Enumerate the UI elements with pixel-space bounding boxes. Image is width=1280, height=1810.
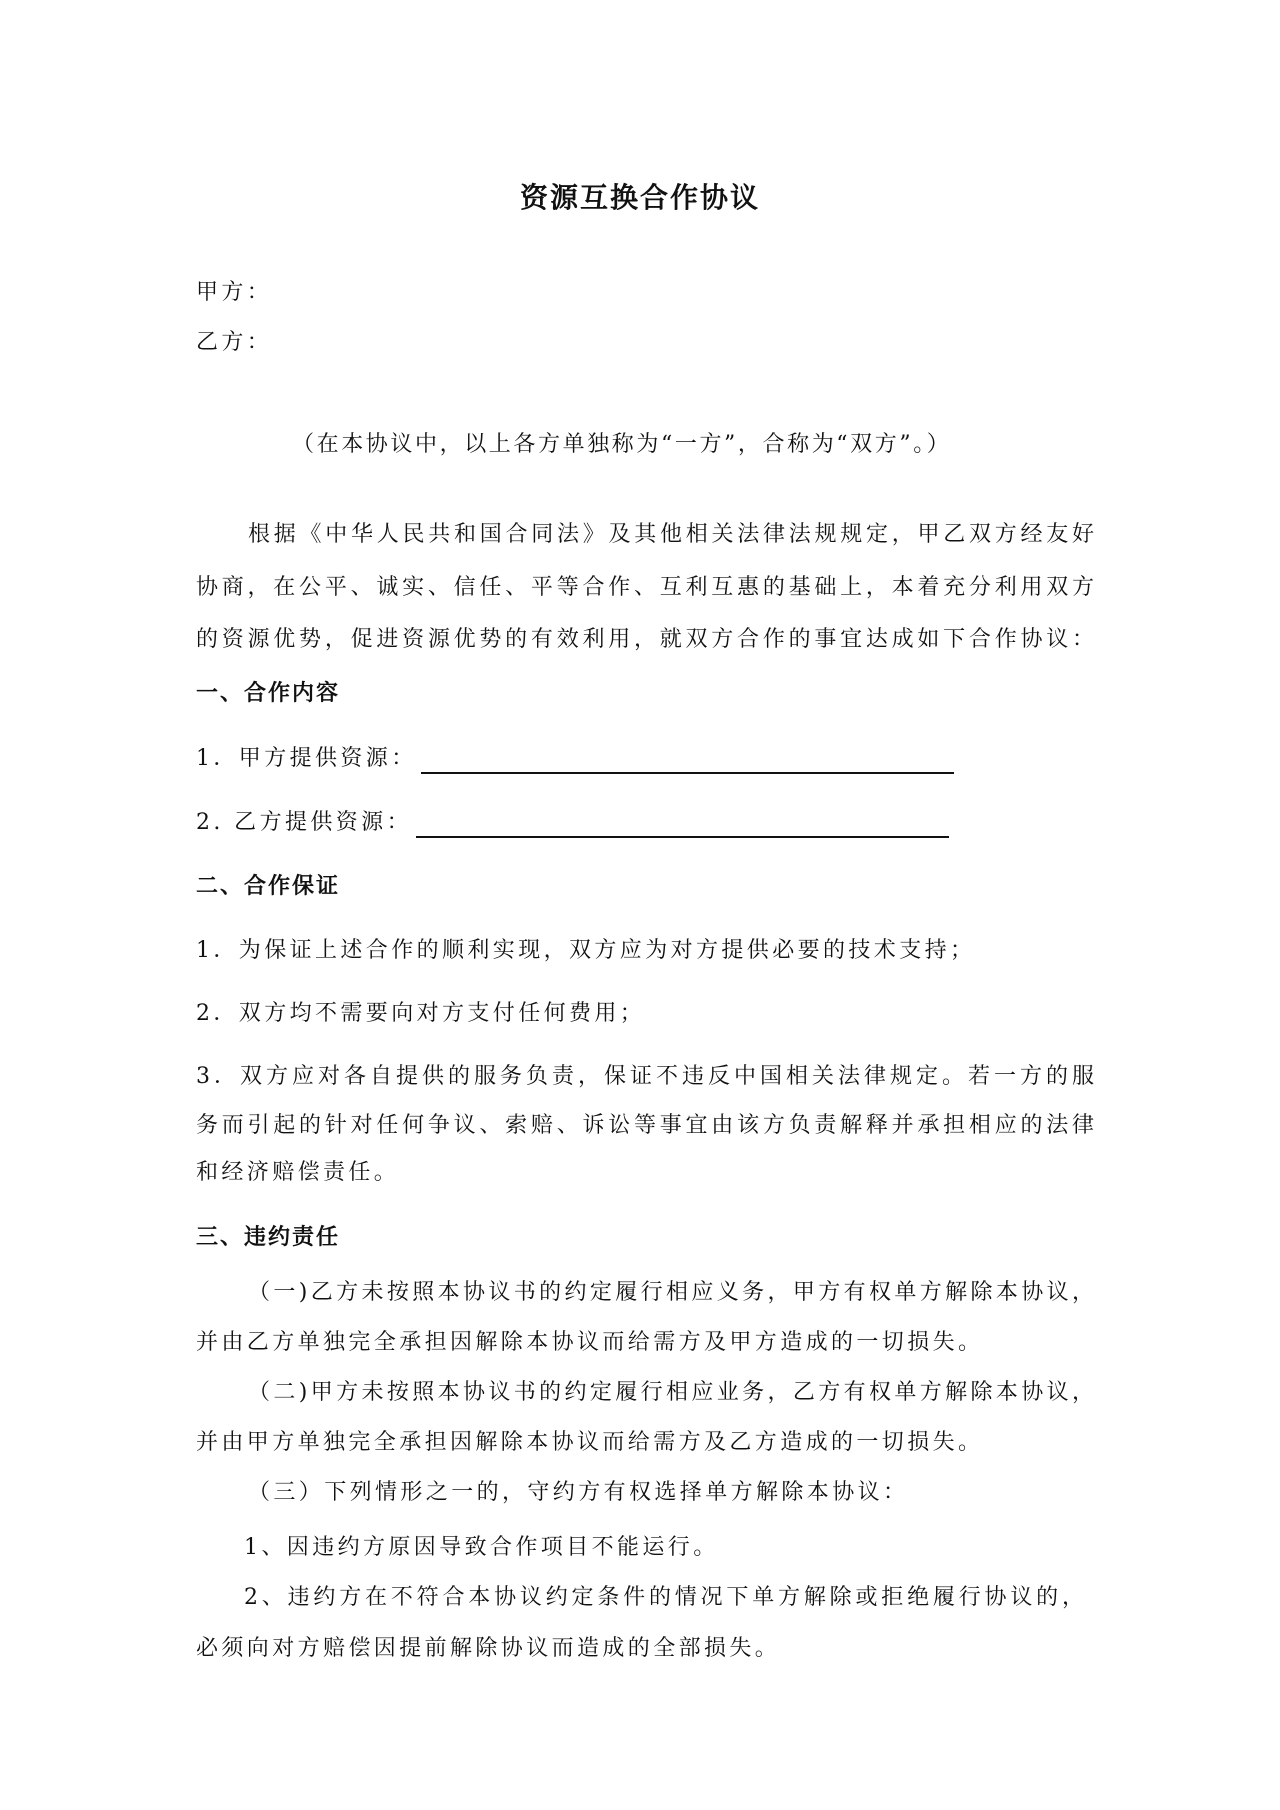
clause-line: 1．为保证上述合作的顺利实现，双方应为对方提供必要的技术支持； — [196, 938, 976, 963]
clause-line: （三）下列情形之一的，守约方有权选择单方解除本协议： — [248, 1480, 909, 1505]
clause-line: 必须向对方赔偿因提前解除协议而造成的全部损失。 — [196, 1636, 781, 1661]
clause-line: 2．双方均不需要向对方支付任何费用； — [196, 1001, 646, 1026]
party-a-label: 甲方： — [196, 280, 273, 305]
intro-line: 根据《中华人民共和国合同法》及其他相关法律法规规定，甲乙双方经友好 — [248, 522, 1094, 547]
intro-line: 协商，在公平、诚实、信任、平等合作、互利互惠的基础上，本着充分利用双方 — [196, 575, 1094, 600]
section-heading: 一、合作内容 — [196, 680, 341, 706]
definition-note: （在本协议中，以上各方单独称为“一方”，合称为“双方”。） — [292, 432, 952, 457]
fill-in-blank[interactable] — [416, 814, 949, 838]
section-heading: 三、违约责任 — [196, 1224, 341, 1250]
clause-line: （二)甲方未按照本协议书的约定履行相应业务，乙方有权单方解除本协议， — [248, 1380, 1094, 1405]
clause-line: 并由甲方单独完全承担因解除本协议而给需方及乙方造成的一切损失。 — [196, 1430, 984, 1455]
document-title: 资源互换合作协议 — [519, 181, 760, 214]
section-heading: 二、合作保证 — [196, 873, 341, 899]
party-b-label: 乙方： — [196, 330, 273, 355]
intro-line: 的资源优势，促进资源优势的有效利用，就双方合作的事宜达成如下合作协议： — [196, 627, 1094, 652]
clause-line: 和经济赔偿责任。 — [196, 1160, 400, 1185]
resource-item-label: 1．甲方提供资源： — [196, 746, 417, 771]
clause-line: 3．双方应对各自提供的服务负责，保证不违反中国相关法律规定。若一方的服 — [196, 1064, 1094, 1089]
clause-line: 务而引起的针对任何争议、索赔、诉讼等事宜由该方负责解释并承担相应的法律 — [196, 1113, 1094, 1138]
resource-item-a — [196, 744, 954, 774]
resource-item-b — [196, 808, 949, 838]
clause-line: 1、因违约方原因导致合作项目不能运行。 — [244, 1535, 719, 1560]
clause-line: 2、违约方在不符合本协议约定条件的情况下单方解除或拒绝履行协议的， — [244, 1585, 1084, 1610]
clause-line: （一)乙方未按照本协议书的约定履行相应义务，甲方有权单方解除本协议， — [248, 1280, 1094, 1305]
fill-in-blank[interactable] — [421, 750, 954, 774]
resource-item-label: 2. 乙方提供资源： — [196, 810, 412, 835]
clause-line: 并由乙方单独完全承担因解除本协议而给需方及甲方造成的一切损失。 — [196, 1330, 984, 1355]
